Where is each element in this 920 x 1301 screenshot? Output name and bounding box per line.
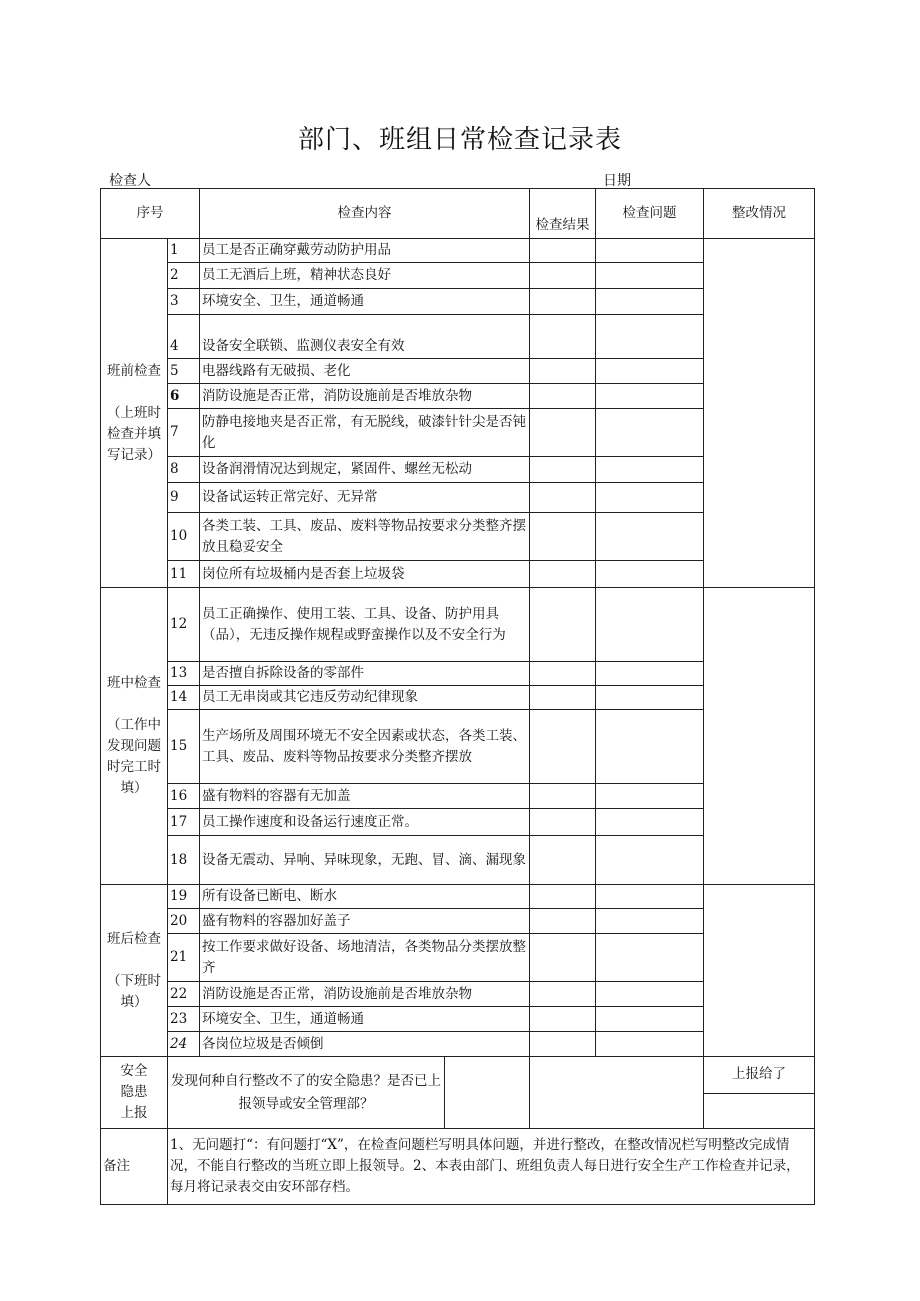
item-number: 22 <box>168 982 200 1007</box>
result-cell[interactable] <box>530 1032 596 1057</box>
result-cell[interactable] <box>530 982 596 1007</box>
item-text: 设备无震动、异响、异味现象，无跑、冒、滴、漏现象 <box>200 836 530 885</box>
section-post-shift: 班后检查 （下班时填） <box>101 885 168 1057</box>
issue-cell[interactable] <box>596 384 704 409</box>
reported-to-label: 上报给了 <box>704 1057 815 1094</box>
issue-cell[interactable] <box>596 263 704 289</box>
item-text: 是否擅自拆除设备的零部件 <box>200 662 530 686</box>
item-number: 1 <box>168 239 200 263</box>
item-number: 8 <box>168 457 200 483</box>
issue-cell[interactable] <box>596 483 704 513</box>
inspection-table <box>100 188 815 1205</box>
issue-cell[interactable] <box>596 457 704 483</box>
item-number: 15 <box>168 710 200 784</box>
result-cell[interactable] <box>530 836 596 885</box>
item-number: 19 <box>168 885 200 909</box>
result-cell[interactable] <box>530 885 596 909</box>
result-cell[interactable] <box>530 239 596 263</box>
item-text: 盛有物料的容器加好盖子 <box>200 909 530 934</box>
item-number: 10 <box>168 513 200 561</box>
item-number: 12 <box>168 588 200 662</box>
item-text: 环境安全、卫生，通道畅通 <box>200 1007 530 1032</box>
item-text: 员工正确操作、使用工装、工具、设备、防护用具（品），无违反操作规程或野蛮操作以及不安全行为 <box>200 588 530 662</box>
item-number: 21 <box>168 934 200 982</box>
issue-cell[interactable] <box>596 1007 704 1032</box>
issue-cell[interactable] <box>596 239 704 263</box>
item-text: 各类工装、工具、废品、废料等物品按要求分类整齐摆放且稳妥安全 <box>200 513 530 561</box>
item-text: 设备润滑情况达到规定，紧固件、螺丝无松动 <box>200 457 530 483</box>
item-number: 2 <box>168 263 200 289</box>
item-number: 16 <box>168 784 200 809</box>
remarks-text: 1、无问题打“：有问题打“X”，在检查问题栏写明具体问题，并进行整改，在整改情况栏写明整改完成情况，不能自行整改的当班立即上报领导。2、本表由部门、班组负责人每日进行安全生产工作检查并记录，每月将记录表交由安环部存档。 <box>168 1129 815 1205</box>
result-cell[interactable] <box>530 483 596 513</box>
inspector-label: 检查人 <box>109 173 151 189</box>
issue-cell[interactable] <box>596 513 704 561</box>
table-row <box>101 239 815 263</box>
table-row <box>101 588 815 662</box>
hazard-question-cell <box>168 1057 530 1129</box>
item-number: 4 <box>168 315 200 359</box>
issue-cell[interactable] <box>596 315 704 359</box>
issue-cell[interactable] <box>596 809 704 836</box>
item-number: 9 <box>168 483 200 513</box>
result-cell[interactable] <box>530 263 596 289</box>
item-number: 3 <box>168 289 200 315</box>
issue-cell[interactable] <box>596 662 704 686</box>
col-issue-header: 检查问题 <box>596 189 704 239</box>
page-title: 部门、班组日常检查记录表 <box>297 125 622 155</box>
issue-cell[interactable] <box>596 686 704 710</box>
result-cell[interactable] <box>530 1007 596 1032</box>
item-number: 14 <box>168 686 200 710</box>
issue-cell[interactable] <box>596 982 704 1007</box>
result-cell[interactable] <box>530 784 596 809</box>
hazard-answer-cell[interactable] <box>445 1057 529 1128</box>
issue-cell[interactable] <box>596 784 704 809</box>
result-cell[interactable] <box>530 561 596 588</box>
item-text: 设备安全联锁、监测仪表安全有效 <box>200 315 530 359</box>
table-row <box>101 885 815 909</box>
issue-cell[interactable] <box>596 710 704 784</box>
result-cell[interactable] <box>530 934 596 982</box>
col-rectify-header: 整改情况 <box>704 189 815 239</box>
item-text: 消防设施是否正常，消防设施前是否堆放杂物 <box>200 384 530 409</box>
item-text: 环境安全、卫生，通道畅通 <box>200 289 530 315</box>
item-number: 23 <box>168 1007 200 1032</box>
item-number: 20 <box>168 909 200 934</box>
item-text: 各岗位垃圾是否倾倒 <box>200 1032 530 1057</box>
issue-cell[interactable] <box>596 561 704 588</box>
result-cell[interactable] <box>530 588 596 662</box>
issue-cell[interactable] <box>596 359 704 384</box>
rectify-cell[interactable] <box>704 588 815 885</box>
section-pre-shift: 班前检查 （上班时检查并填写记录） <box>101 239 168 588</box>
item-text: 员工无酒后上班，精神状态良好 <box>200 263 530 289</box>
item-text: 消防设施是否正常，消防设施前是否堆放杂物 <box>200 982 530 1007</box>
header-row <box>101 189 815 239</box>
col-content-header: 检查内容 <box>200 189 530 239</box>
item-text: 防静电接地夹是否正常，有无脱线，破漆针针尖是否钝化 <box>200 409 530 457</box>
issue-cell[interactable] <box>596 409 704 457</box>
item-number: 18 <box>168 836 200 885</box>
result-cell[interactable] <box>530 809 596 836</box>
item-text: 岗位所有垃圾桶内是否套上垃圾袋 <box>200 561 530 588</box>
col-seq-header: 序号 <box>101 189 200 239</box>
result-cell[interactable] <box>530 409 596 457</box>
item-number: 11 <box>168 561 200 588</box>
item-text: 所有设备已断电、断水 <box>200 885 530 909</box>
col-result-header: 检查结果 <box>530 189 596 239</box>
result-cell[interactable] <box>530 662 596 686</box>
remarks-label: 备注 <box>101 1129 168 1205</box>
result-cell[interactable] <box>530 315 596 359</box>
item-number: 7 <box>168 409 200 457</box>
section-mid-shift: 班中检查 （工作中发现问题时完工时填） <box>101 588 168 885</box>
issue-cell[interactable] <box>596 289 704 315</box>
issue-cell[interactable] <box>596 1032 704 1057</box>
reported-to-value[interactable] <box>704 1093 815 1129</box>
issue-cell[interactable] <box>596 836 704 885</box>
item-text: 员工操作速度和设备运行速度正常。 <box>200 809 530 836</box>
issue-cell[interactable] <box>596 909 704 934</box>
result-cell[interactable] <box>530 359 596 384</box>
hazard-detail-cell[interactable] <box>530 1057 704 1129</box>
result-cell[interactable] <box>530 513 596 561</box>
hazard-row <box>101 1057 815 1094</box>
result-cell[interactable] <box>530 710 596 784</box>
item-number: 24 <box>168 1032 200 1057</box>
date-label: 日期 <box>603 173 631 189</box>
remarks-row <box>101 1129 815 1205</box>
item-text: 设备试运转正常完好、无异常 <box>200 483 530 513</box>
issue-cell[interactable] <box>596 934 704 982</box>
item-text: 电器线路有无破损、老化 <box>200 359 530 384</box>
result-cell[interactable] <box>530 686 596 710</box>
result-cell[interactable] <box>530 457 596 483</box>
hazard-label: 安全隐患上报 <box>101 1057 168 1129</box>
result-cell[interactable] <box>530 909 596 934</box>
item-number: 6 <box>168 384 200 409</box>
item-number: 5 <box>168 359 200 384</box>
item-text: 员工无串岗或其它违反劳动纪律现象 <box>200 686 530 710</box>
item-number: 17 <box>168 809 200 836</box>
result-cell[interactable] <box>530 289 596 315</box>
item-text: 生产场所及周围环境无不安全因素或状态，各类工装、工具、废品、废料等物品按要求分类整齐摆放 <box>200 710 530 784</box>
result-cell[interactable] <box>530 384 596 409</box>
rectify-cell[interactable] <box>704 885 815 1057</box>
rectify-cell[interactable] <box>704 239 815 588</box>
issue-cell[interactable] <box>596 588 704 662</box>
issue-cell[interactable] <box>596 885 704 909</box>
item-text: 按工作要求做好设备、场地清洁，各类物品分类摆放整齐 <box>200 934 530 982</box>
item-text: 盛有物料的容器有无加盖 <box>200 784 530 809</box>
item-number: 13 <box>168 662 200 686</box>
item-text: 员工是否正确穿戴劳动防护用品 <box>200 239 530 263</box>
hazard-question: 发现何种自行整改不了的安全隐患？是否已上报领导或安全管理部？ <box>168 1057 445 1128</box>
